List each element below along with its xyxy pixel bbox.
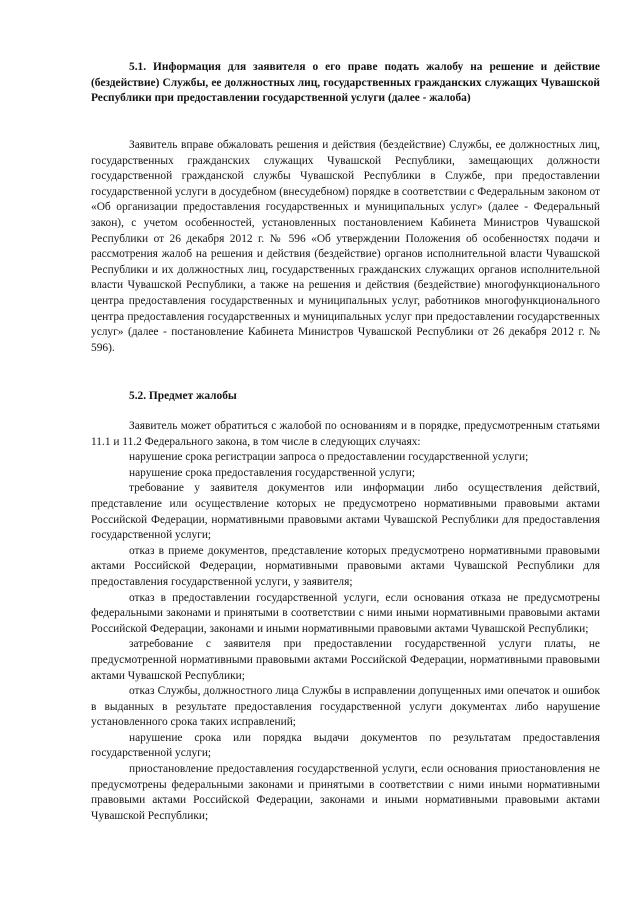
list-item: приостановление предоставления государственной услуги, если основания приостановления не предусмотрены федеральными законами и принятыми в соответствии с ними иными нормативными правовыми актами Российской Федерации, законами и иными нормативными правовыми актами Чувашской Республики; xyxy=(91,763,600,822)
section-5-1-heading: 5.1. Информация для заявителя о его праве подать жалобу на решение и действие (бездействие) Службы, ее должностных лиц, государственных гражданских служащих Чувашской Республики при предоставлении государственной услуги (далее - жалоба) xyxy=(91,61,600,105)
section-5-2-body xyxy=(91,419,600,824)
list-item: затребование с заявителя при предоставлении государственной услуги платы, не предусмотренной нормативными правовыми актами Российской Федерации, нормативными правовыми актами Чувашской Республики; xyxy=(91,638,600,682)
list-item: нарушение срока или порядка выдачи документов по результатам предоставления государственной услуги; xyxy=(91,731,600,760)
list-item: отказ Службы, должностного лица Службы в исправлении допущенных ими опечаток и ошибок в выданных в результате предоставления государственной услуги документах либо нарушение установленного срока таких исправлений; xyxy=(91,685,600,729)
list-item: требование у заявителя документов или информации либо осуществления действий, представление или осуществление которых не предусмотрено нормативными правовыми актами Российской Федерации, нормативными правовыми актами Чувашской Республики для предоставления государственной услуги; xyxy=(91,482,600,542)
list-item: отказ в предоставлении государственной услуги, если основания отказа не предусмотрены федеральными законами и принятыми в соответствии с ними иными нормативными правовыми актами Российской Федерации, законами и иными нормативными правовыми актами Чувашской Республики; xyxy=(91,591,600,635)
list-item: нарушение срока предоставления государственной услуги; xyxy=(129,466,416,479)
section-5-1-body xyxy=(91,138,600,356)
list-item: нарушение срока регистрации запроса о предоставлении государственной услуги; xyxy=(129,451,529,464)
section-5-2-heading: 5.2. Предмет жалобы xyxy=(129,390,237,402)
list-item: отказ в приеме документов, представление которых предусмотрено нормативными правовыми актами Российской Федерации, нормативными правовыми актами Чувашской Республики для предоставления государственной услуги, у заявителя; xyxy=(91,544,600,588)
section-5-2-intro: Заявитель может обратиться с жалобой по основаниям и в порядке, предусмотренным статьями 11.1 и 11.2 Федерального закона, в том числе в следующих случаях: xyxy=(91,420,600,448)
section-5-1-heading-block xyxy=(91,60,600,107)
section-5-1-paragraph: Заявитель вправе обжаловать решения и действия (бездействие) Службы, ее должностных лиц, государственных гражданских служащих Чувашской Республики, замещающих должности государственной гражданской службы Чувашской Республики в Службе, при предоставлении государственной услуги в досудебном (внесудебном) порядке в соответствии с Федеральным законом от «Об организации предоставления государственных и муниципальных услуг» (далее - Федеральный закон), с учетом особенностей, установленных постановлением Кабинета Министров Чувашской Республики от 26 декабря 2012 г. № 596 «Об утверждении Положения об особенностях подачи и рассмотрения жалоб на решения и действия (бездействие) органов исполнительной власти Чувашской Республики и их должностных лиц, государственных гражданских служащих органов исполнительной власти Чувашской Республики, а также на решения и действия (бездействие) многофункционального центра предоставления государственных и муниципальных услуг, работников многофункционального центра предоставления государственных и муниципальных услуг при предоставлении государственных услуг» (далее - постановление Кабинета Министров Чувашской Республики от 26 декабря 2012 г. № 596). xyxy=(91,139,600,354)
section-5-2-heading-block xyxy=(91,389,600,405)
